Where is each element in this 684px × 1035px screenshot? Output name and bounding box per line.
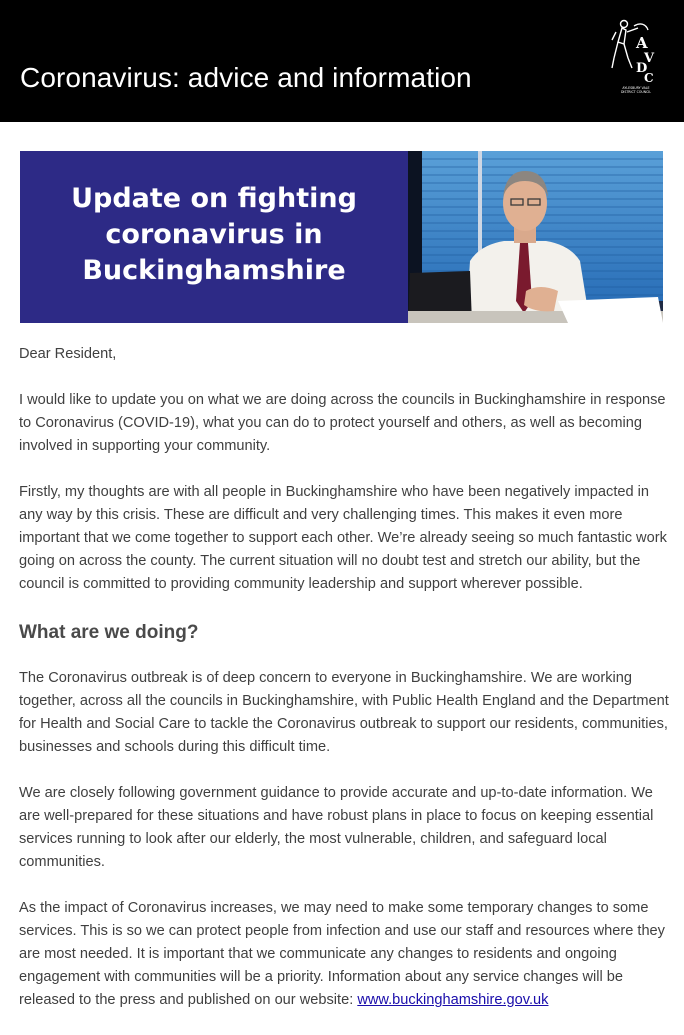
svg-text:AYLESBURY VALE: AYLESBURY VALE [622,86,650,90]
paragraph-outbreak: The Coronavirus outbreak is of deep concern to everyone in Buckinghamshire. We are working together, across all the councils in Buckinghamshire, with Public Health England and the Department for Health and Social Care to tackle the Coronavirus outbreak to support our residents, communities, businesses and schools during this difficult time. [19,670,669,755]
svg-text:D: D [636,61,648,76]
paragraph-guidance: We are closely following government guidance to provide accurate and up-to-date information. We are well-prepared for these situations and have robust plans in place to focus on keeping essential services running to look after our elderly, the most vulnerable, children, and safeguard local communities. [19,785,654,870]
banner-panel [20,151,408,323]
banner-heading [20,181,408,289]
banner-line-1: Update on fighting [71,183,357,214]
svg-text:DISTRICT COUNCIL: DISTRICT COUNCIL [620,90,652,94]
paragraph-service-changes [19,897,669,1012]
paragraph-intro: I would like to update you on what we are doing across the councils in Buckinghamshire in response to Coronavirus (COVID-19), what you can do to protect yourself and others, as well as becoming involved in supporting your community. [19,392,666,454]
letter-body [19,343,669,1035]
update-banner [20,151,663,323]
page-title: Coronavirus: advice and information [20,62,472,93]
banner-line-3: Buckinghamshire [82,255,346,286]
svg-text:V: V [644,51,655,66]
service-changes-text: As the impact of Coronavirus increases, we may need to make some temporary changes to some services. This is so we can protect people from infection and use our staff and resources where they are most needed. It is important that we communicate any changes to residents and ongoing engagement with communities will be a priority. Information about any service changes will be released to the press and published on our website: [19,900,665,1008]
paragraph-thoughts: Firstly, my thoughts are with all people in Buckinghamshire who have been negatively impacted in any way by this crisis. These are difficult and very challenging times. This makes it even more important that we come together to support each other. We’re already seeing so much fantastic work going on across the county. The current situation will no doubt test and stretch our ability, but the council is committed to providing community leadership and support wherever possible. [19,484,667,592]
salutation: Dear Resident, [19,346,117,362]
svg-text:C: C [644,71,654,85]
section-heading: What are we doing? [19,622,199,643]
council-leader-photo [408,151,663,323]
svg-text:A: A [636,34,648,52]
banner-line-2: coronavirus in [105,219,323,250]
avdc-logo [610,18,662,94]
header-bar [0,0,684,122]
council-website-link[interactable]: www.buckinghamshire.gov.uk [357,992,549,1008]
